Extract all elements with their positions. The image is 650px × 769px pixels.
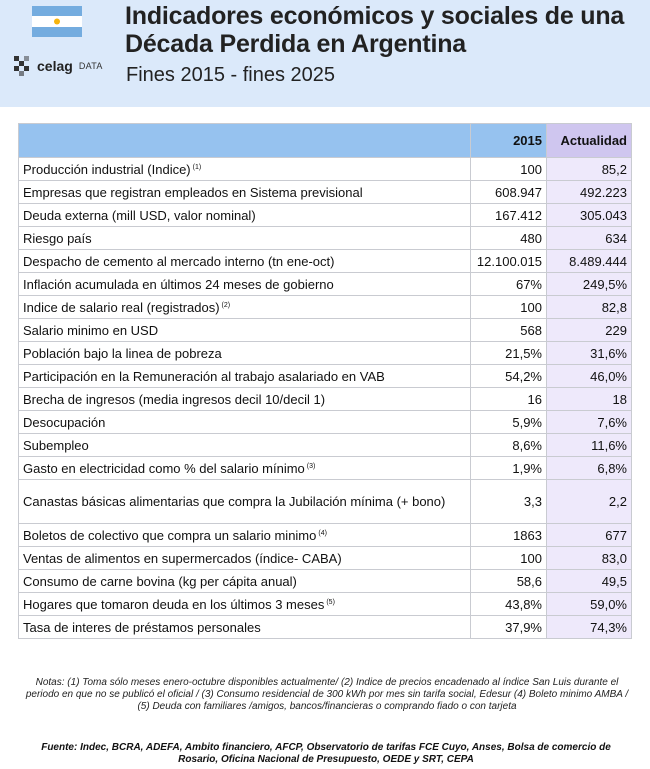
row-label-cell xyxy=(19,593,471,616)
value-actualidad-cell: 677 xyxy=(547,524,632,547)
pixel-logo-icon xyxy=(14,56,34,76)
value-2015-cell: 54,2% xyxy=(471,365,547,388)
row-label-cell xyxy=(19,388,471,411)
row-label: Ventas de alimentos en supermercados (índice- CABA) xyxy=(23,550,342,566)
value-2015-cell: 1,9% xyxy=(471,457,547,480)
value-actualidad-cell: 18 xyxy=(547,388,632,411)
value-2015-cell: 58,6 xyxy=(471,570,547,593)
table-row xyxy=(19,434,632,457)
row-label: Tasa de interes de préstamos personales xyxy=(23,619,261,635)
row-label-cell xyxy=(19,158,471,181)
row-label: Boletos de colectivo que compra un salario minimo xyxy=(23,527,317,543)
row-label-cell xyxy=(19,319,471,342)
value-actualidad-cell: 229 xyxy=(547,319,632,342)
value-actualidad-cell: 59,0% xyxy=(547,593,632,616)
value-2015-cell: 43,8% xyxy=(471,593,547,616)
row-label: Desocupación xyxy=(23,414,106,430)
row-label: Población bajo la linea de pobreza xyxy=(23,345,222,361)
table-row xyxy=(19,181,632,204)
value-actualidad-cell: 74,3% xyxy=(547,616,632,639)
row-footnote-ref: (4) xyxy=(318,529,327,537)
row-footnote-ref: (3) xyxy=(306,462,316,470)
row-label: Hogares que tomaron deuda en los últimos 3 meses xyxy=(23,596,325,612)
value-2015-cell: 100 xyxy=(471,296,547,319)
row-label: Gasto en electricidad como % del salario mínimo xyxy=(23,460,305,476)
table-row xyxy=(19,227,632,250)
row-label: Riesgo país xyxy=(23,230,92,246)
row-label-cell xyxy=(19,524,471,547)
value-2015-cell: 21,5% xyxy=(471,342,547,365)
row-label: Canastas básicas alimentarias que compra la Jubilación mínima (+ bono) xyxy=(23,494,446,509)
value-actualidad-cell: 2,2 xyxy=(547,480,632,524)
row-label-cell xyxy=(19,411,471,434)
row-footnote-ref: (2) xyxy=(221,301,231,309)
row-label: Subempleo xyxy=(23,437,89,453)
row-label-cell xyxy=(19,480,471,524)
row-label-cell xyxy=(19,457,471,480)
page-subtitle: Fines 2015 - fines 2025 xyxy=(126,64,336,86)
table-row xyxy=(19,388,632,411)
value-actualidad-cell: 305.043 xyxy=(547,204,632,227)
notes-text: Notas: (1) Toma sólo meses enero-octubre disponibles actualmente/ (2) Indice de precios encadenado al índice San Luis durante el periodo en que no se publicó el oficial / (3) Consumo residencial de 300 kWh por mes sin tarifa social, Edesur (4) Boleto minimo AMBA / (5) Deuda con familiares /amigos, bancos/financieras o comprando fiado o con tarjeta xyxy=(25,677,629,712)
value-actualidad-cell: 6,8% xyxy=(547,457,632,480)
brand-sub: DATA xyxy=(78,61,103,71)
value-2015-cell: 5,9% xyxy=(471,411,547,434)
table-row xyxy=(19,296,632,319)
table-row xyxy=(19,273,632,296)
table-row xyxy=(19,616,632,639)
row-label-cell xyxy=(19,570,471,593)
value-actualidad-cell: 49,5 xyxy=(547,570,632,593)
table-row xyxy=(19,593,632,616)
value-actualidad-cell: 11,6% xyxy=(547,434,632,457)
table-row xyxy=(19,480,632,524)
value-2015-cell: 12.100.015 xyxy=(471,250,547,273)
value-2015-cell: 1863 xyxy=(471,524,547,547)
value-actualidad-cell: 85,2 xyxy=(547,158,632,181)
row-label-cell xyxy=(19,296,471,319)
value-2015-cell: 8,6% xyxy=(471,434,547,457)
row-label: Producción industrial (Indice) xyxy=(23,161,191,177)
row-label-cell xyxy=(19,204,471,227)
value-actualidad-cell: 249,5% xyxy=(547,273,632,296)
value-actualidad-cell: 8.489.444 xyxy=(547,250,632,273)
row-label-cell xyxy=(19,365,471,388)
value-2015-cell: 100 xyxy=(471,158,547,181)
table-row xyxy=(19,365,632,388)
row-footnote-ref: (1) xyxy=(192,163,202,171)
table-header-row xyxy=(19,124,632,158)
value-actualidad-cell: 46,0% xyxy=(547,365,632,388)
value-actualidad-cell: 31,6% xyxy=(547,342,632,365)
value-actualidad-cell: 7,6% xyxy=(547,411,632,434)
column-header-2015: 2015 xyxy=(471,124,547,158)
row-label: Empresas que registran empleados en Sistema previsional xyxy=(23,184,363,200)
value-2015-cell: 167.412 xyxy=(471,204,547,227)
column-header-label xyxy=(19,124,471,158)
column-header-actualidad: Actualidad xyxy=(547,124,632,158)
row-label-cell xyxy=(19,273,471,296)
header-banner xyxy=(0,0,650,107)
row-label-cell xyxy=(19,250,471,273)
page-title: Indicadores económicos y sociales de una Década Perdida en Argentina xyxy=(125,2,625,58)
indicators-table xyxy=(18,123,632,639)
table-body xyxy=(19,158,632,639)
value-2015-cell: 100 xyxy=(471,547,547,570)
row-label: Brecha de ingresos (media ingresos decil 10/decil 1) xyxy=(23,391,326,407)
value-actualidad-cell: 82,8 xyxy=(547,296,632,319)
value-2015-cell: 67% xyxy=(471,273,547,296)
row-label: Salario minimo en USD xyxy=(23,322,159,338)
row-label: Consumo de carne bovina (kg per cápita anual) xyxy=(23,573,297,589)
brand-name: celag xyxy=(37,58,73,74)
argentina-flag-icon xyxy=(32,6,82,37)
value-2015-cell: 608.947 xyxy=(471,181,547,204)
value-actualidad-cell: 492.223 xyxy=(547,181,632,204)
table-row xyxy=(19,457,632,480)
row-footnote-ref: (5) xyxy=(326,598,335,606)
value-actualidad-cell: 83,0 xyxy=(547,547,632,570)
row-label-cell xyxy=(19,227,471,250)
source-text: Fuente: Indec, BCRA, ADEFA, Ambito financiero, AFCP, Observatorio de tarifas FCE Cuyo, Anses, Bolsa de comercio de Rosario, Oficina Nacional de Presupuesto, OEDE y SRT, CEPA xyxy=(41,742,611,765)
row-label: Indice de salario real (registrados) xyxy=(23,299,220,315)
value-2015-cell: 37,9% xyxy=(471,616,547,639)
table-row xyxy=(19,570,632,593)
table-row xyxy=(19,158,632,181)
table-row xyxy=(19,524,632,547)
value-2015-cell: 16 xyxy=(471,388,547,411)
value-actualidad-cell: 634 xyxy=(547,227,632,250)
row-label-cell xyxy=(19,342,471,365)
table-row xyxy=(19,319,632,342)
row-label-cell xyxy=(19,547,471,570)
celag-logo xyxy=(14,56,103,76)
row-label-cell xyxy=(19,434,471,457)
table-row xyxy=(19,250,632,273)
row-label-cell xyxy=(19,181,471,204)
row-label: Deuda externa (mill USD, valor nominal) xyxy=(23,207,256,223)
value-2015-cell: 480 xyxy=(471,227,547,250)
table-row xyxy=(19,547,632,570)
table-row xyxy=(19,342,632,365)
table-row xyxy=(19,204,632,227)
value-2015-cell: 568 xyxy=(471,319,547,342)
table-row xyxy=(19,411,632,434)
row-label: Despacho de cemento al mercado interno (tn ene-oct) xyxy=(23,253,335,269)
value-2015-cell: 3,3 xyxy=(471,480,547,524)
row-label-cell xyxy=(19,616,471,639)
row-label: Participación en la Remuneración al trabajo asalariado en VAB xyxy=(23,368,385,384)
row-label: Inflación acumulada en últimos 24 meses de gobierno xyxy=(23,276,334,292)
